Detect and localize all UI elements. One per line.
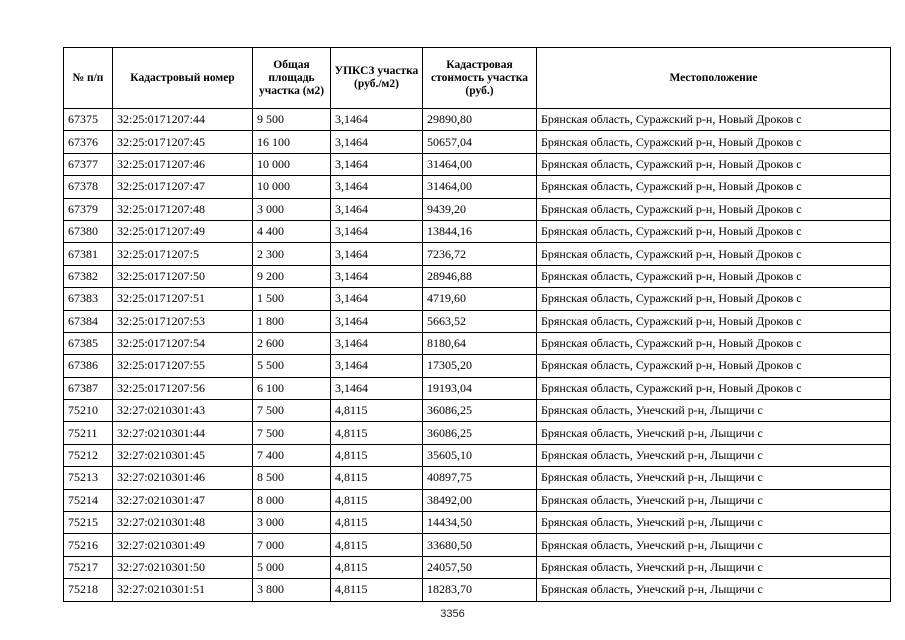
table-row	[64, 467, 891, 489]
cell-upksz: 4,8115	[331, 444, 423, 466]
cell-cadastral-value: 31464,00	[423, 153, 537, 175]
cell-num: 67386	[64, 355, 113, 377]
cell-location: Брянская область, Унечский р-н, Лыщичи с	[537, 467, 891, 489]
cell-cadastral-number: 32:27:0210301:44	[113, 422, 253, 444]
table-row	[64, 220, 891, 242]
table-body	[64, 109, 891, 602]
cell-location: Брянская область, Суражский р-н, Новый Дроков с	[537, 288, 891, 310]
cell-num: 67375	[64, 109, 113, 131]
cell-area: 8 500	[253, 467, 331, 489]
cell-num: 67379	[64, 198, 113, 220]
header-cadastral-value: Кадастровая стоимость участка (руб.)	[423, 48, 537, 109]
cadastral-table	[63, 47, 891, 602]
cell-cadastral-value: 4719,60	[423, 288, 537, 310]
cell-upksz: 3,1464	[331, 198, 423, 220]
table-row	[64, 198, 891, 220]
cell-cadastral-number: 32:25:0171207:50	[113, 265, 253, 287]
cell-cadastral-number: 32:27:0210301:50	[113, 556, 253, 578]
header-location: Местоположение	[537, 48, 891, 109]
cell-location: Брянская область, Суражский р-н, Новый Дроков с	[537, 332, 891, 354]
cell-area: 3 800	[253, 579, 331, 601]
cell-cadastral-number: 32:27:0210301:48	[113, 512, 253, 534]
cell-num: 67377	[64, 153, 113, 175]
cell-num: 67376	[64, 131, 113, 153]
cell-cadastral-value: 40897,75	[423, 467, 537, 489]
cell-num: 75216	[64, 534, 113, 556]
cell-cadastral-value: 8180,64	[423, 332, 537, 354]
cell-area: 10 000	[253, 176, 331, 198]
cell-area: 3 000	[253, 512, 331, 534]
cell-upksz: 3,1464	[331, 220, 423, 242]
cell-area: 9 500	[253, 109, 331, 131]
cell-location: Брянская область, Суражский р-н, Новый Дроков с	[537, 153, 891, 175]
cell-cadastral-value: 31464,00	[423, 176, 537, 198]
table-row	[64, 512, 891, 534]
cell-upksz: 3,1464	[331, 288, 423, 310]
cell-cadastral-number: 32:25:0171207:51	[113, 288, 253, 310]
cell-upksz: 3,1464	[331, 355, 423, 377]
header-upksz: УПКСЗ участка (руб./м2)	[331, 48, 423, 109]
table-row	[64, 265, 891, 287]
cell-area: 7 500	[253, 400, 331, 422]
table-row	[64, 444, 891, 466]
cell-cadastral-value: 36086,25	[423, 422, 537, 444]
table-row	[64, 131, 891, 153]
table-header-row	[64, 48, 891, 109]
table-row	[64, 534, 891, 556]
cell-cadastral-number: 32:25:0171207:5	[113, 243, 253, 265]
cell-upksz: 3,1464	[331, 153, 423, 175]
cell-upksz: 4,8115	[331, 556, 423, 578]
cell-area: 7 000	[253, 534, 331, 556]
table-row	[64, 153, 891, 175]
cell-cadastral-number: 32:25:0171207:55	[113, 355, 253, 377]
table-row	[64, 332, 891, 354]
cell-cadastral-value: 19193,04	[423, 377, 537, 399]
header-cadastral-number: Кадастровый номер	[113, 48, 253, 109]
cell-cadastral-number: 32:25:0171207:54	[113, 332, 253, 354]
cell-area: 2 600	[253, 332, 331, 354]
cell-cadastral-number: 32:25:0171207:48	[113, 198, 253, 220]
cell-area: 7 500	[253, 422, 331, 444]
cell-area: 8 000	[253, 489, 331, 511]
cell-num: 67382	[64, 265, 113, 287]
cell-cadastral-value: 7236,72	[423, 243, 537, 265]
cell-location: Брянская область, Суражский р-н, Новый Дроков с	[537, 220, 891, 242]
cell-cadastral-value: 33680,50	[423, 534, 537, 556]
cell-cadastral-value: 13844,16	[423, 220, 537, 242]
cell-num: 67378	[64, 176, 113, 198]
cell-area: 7 400	[253, 444, 331, 466]
cell-location: Брянская область, Суражский р-н, Новый Дроков с	[537, 131, 891, 153]
cell-upksz: 4,8115	[331, 534, 423, 556]
cell-cadastral-number: 32:25:0171207:47	[113, 176, 253, 198]
cell-upksz: 3,1464	[331, 176, 423, 198]
cell-area: 1 500	[253, 288, 331, 310]
cell-location: Брянская область, Унечский р-н, Лыщичи с	[537, 422, 891, 444]
cell-upksz: 3,1464	[331, 377, 423, 399]
cell-num: 67385	[64, 332, 113, 354]
cell-cadastral-value: 28946,88	[423, 265, 537, 287]
cell-area: 9 200	[253, 265, 331, 287]
cell-location: Брянская область, Суражский р-н, Новый Дроков с	[537, 109, 891, 131]
cell-area: 16 100	[253, 131, 331, 153]
cell-num: 67387	[64, 377, 113, 399]
cell-num: 75211	[64, 422, 113, 444]
cell-cadastral-value: 14434,50	[423, 512, 537, 534]
table-row	[64, 109, 891, 131]
cell-location: Брянская область, Унечский р-н, Лыщичи с	[537, 489, 891, 511]
cell-cadastral-value: 24057,50	[423, 556, 537, 578]
cell-cadastral-number: 32:27:0210301:46	[113, 467, 253, 489]
table-row	[64, 400, 891, 422]
cell-cadastral-value: 9439,20	[423, 198, 537, 220]
cell-cadastral-number: 32:27:0210301:51	[113, 579, 253, 601]
cell-num: 67383	[64, 288, 113, 310]
cell-location: Брянская область, Суражский р-н, Новый Дроков с	[537, 265, 891, 287]
cell-cadastral-number: 32:25:0171207:56	[113, 377, 253, 399]
cell-upksz: 3,1464	[331, 109, 423, 131]
cell-location: Брянская область, Суражский р-н, Новый Дроков с	[537, 310, 891, 332]
cell-cadastral-value: 18283,70	[423, 579, 537, 601]
cell-cadastral-value: 36086,25	[423, 400, 537, 422]
cell-cadastral-value: 29890,80	[423, 109, 537, 131]
cell-location: Брянская область, Суражский р-н, Новый Дроков с	[537, 176, 891, 198]
table-row	[64, 243, 891, 265]
cell-location: Брянская область, Унечский р-н, Лыщичи с	[537, 400, 891, 422]
cell-upksz: 4,8115	[331, 579, 423, 601]
cell-area: 5 000	[253, 556, 331, 578]
table-row	[64, 422, 891, 444]
cell-upksz: 3,1464	[331, 243, 423, 265]
cell-upksz: 4,8115	[331, 422, 423, 444]
cell-num: 75217	[64, 556, 113, 578]
cell-num: 75210	[64, 400, 113, 422]
cell-upksz: 3,1464	[331, 332, 423, 354]
cell-upksz: 4,8115	[331, 512, 423, 534]
cell-cadastral-number: 32:27:0210301:45	[113, 444, 253, 466]
cell-location: Брянская область, Суражский р-н, Новый Дроков с	[537, 243, 891, 265]
page-number: 3356	[440, 608, 465, 620]
cell-location: Брянская область, Унечский р-н, Лыщичи с	[537, 512, 891, 534]
cell-cadastral-value: 35605,10	[423, 444, 537, 466]
cell-cadastral-number: 32:25:0171207:53	[113, 310, 253, 332]
table-row	[64, 377, 891, 399]
cell-cadastral-value: 5663,52	[423, 310, 537, 332]
cell-num: 67381	[64, 243, 113, 265]
cell-area: 2 300	[253, 243, 331, 265]
header-num: № п/п	[64, 48, 113, 109]
cell-location: Брянская область, Суражский р-н, Новый Дроков с	[537, 355, 891, 377]
cell-num: 67380	[64, 220, 113, 242]
cell-upksz: 4,8115	[331, 400, 423, 422]
cell-area: 3 000	[253, 198, 331, 220]
table-row	[64, 310, 891, 332]
cell-upksz: 3,1464	[331, 131, 423, 153]
cell-upksz: 4,8115	[331, 489, 423, 511]
cell-cadastral-number: 32:27:0210301:47	[113, 489, 253, 511]
table-row	[64, 556, 891, 578]
cell-cadastral-value: 38492,00	[423, 489, 537, 511]
cell-cadastral-number: 32:25:0171207:44	[113, 109, 253, 131]
cell-location: Брянская область, Суражский р-н, Новый Дроков с	[537, 198, 891, 220]
cell-location: Брянская область, Унечский р-н, Лыщичи с	[537, 534, 891, 556]
cell-num: 75213	[64, 467, 113, 489]
cell-upksz: 3,1464	[331, 310, 423, 332]
table-row	[64, 579, 891, 601]
cell-upksz: 3,1464	[331, 265, 423, 287]
cell-cadastral-number: 32:25:0171207:49	[113, 220, 253, 242]
table-row	[64, 176, 891, 198]
cell-area: 6 100	[253, 377, 331, 399]
cell-cadastral-number: 32:25:0171207:46	[113, 153, 253, 175]
cell-num: 75212	[64, 444, 113, 466]
cell-cadastral-value: 17305,20	[423, 355, 537, 377]
cell-location: Брянская область, Суражский р-н, Новый Дроков с	[537, 377, 891, 399]
cell-cadastral-number: 32:27:0210301:49	[113, 534, 253, 556]
cell-cadastral-number: 32:25:0171207:45	[113, 131, 253, 153]
cell-area: 10 000	[253, 153, 331, 175]
cell-upksz: 4,8115	[331, 467, 423, 489]
cell-num: 75218	[64, 579, 113, 601]
table-row	[64, 288, 891, 310]
cell-location: Брянская область, Унечский р-н, Лыщичи с	[537, 444, 891, 466]
cell-num: 67384	[64, 310, 113, 332]
cell-area: 5 500	[253, 355, 331, 377]
cell-area: 4 400	[253, 220, 331, 242]
cell-location: Брянская область, Унечский р-н, Лыщичи с	[537, 556, 891, 578]
cell-cadastral-value: 50657,04	[423, 131, 537, 153]
cell-num: 75215	[64, 512, 113, 534]
table-row	[64, 355, 891, 377]
table-row	[64, 489, 891, 511]
cell-location: Брянская область, Унечский р-н, Лыщичи с	[537, 579, 891, 601]
cell-area: 1 800	[253, 310, 331, 332]
header-area: Общая площадь участка (м2)	[253, 48, 331, 109]
cell-cadastral-number: 32:27:0210301:43	[113, 400, 253, 422]
cell-num: 75214	[64, 489, 113, 511]
